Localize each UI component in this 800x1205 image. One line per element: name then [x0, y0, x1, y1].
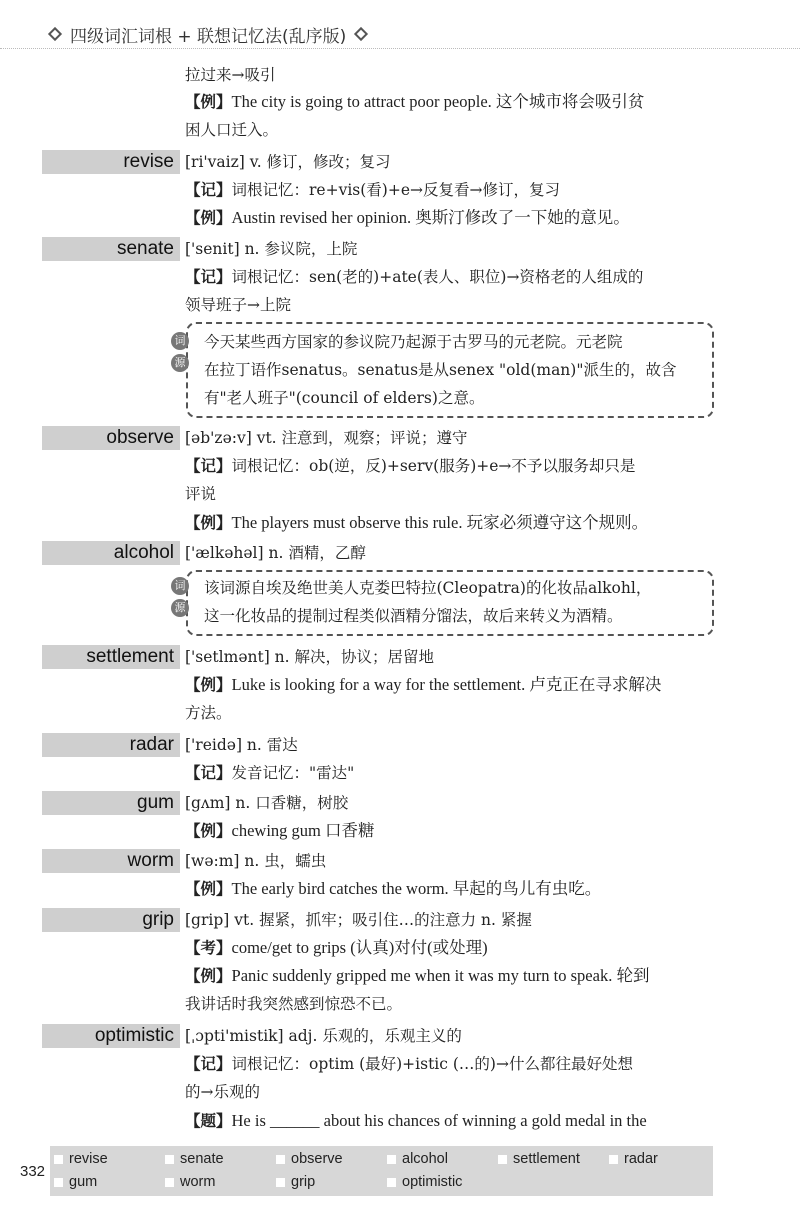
- example-line2: 方法。: [185, 704, 232, 722]
- review-word: settlement: [498, 1151, 602, 1171]
- memory-tip: 【记】词根记忆：re+vis(看)+e→反复看→修订，复习: [185, 181, 560, 199]
- exam-note: 【考】come/get to grips (认真)对付(或处理): [185, 938, 488, 957]
- definition: [əb'zə:v] vt. 注意到，观察；评说；遵守: [185, 429, 468, 447]
- diamond-icon: [354, 27, 368, 41]
- memory-tip-line2: 领导班子→上院: [185, 296, 291, 314]
- headword-band: [42, 849, 180, 873]
- continued-memo: 拉过来→吸引: [185, 66, 276, 84]
- continued-example-line2: 困人口迁入。: [185, 121, 279, 139]
- definition: ['ælkəhəl] n. 酒精，乙醇: [185, 544, 366, 562]
- example: 【例】Luke is looking for a way for the settlement. 卢克正在寻求解决: [185, 675, 662, 694]
- diamond-icon: [48, 27, 62, 41]
- etymology-text: 有"老人班子"(council of elders)之意。: [204, 389, 485, 407]
- example: 【例】Panic suddenly gripped me when it was my turn to speak. 轮到: [185, 966, 650, 985]
- headword-band: [42, 908, 180, 932]
- headword-band: [42, 733, 180, 757]
- headword: worm: [127, 850, 174, 871]
- headword: radar: [129, 734, 174, 755]
- header-rule: [0, 48, 800, 49]
- definition: [wə:m] n. 虫，蠕虫: [185, 852, 327, 870]
- headword-band: [42, 426, 180, 450]
- example: 【例】Austin revised her opinion. 奥斯汀修改了一下她的意见。: [185, 208, 630, 227]
- review-word: grip: [276, 1174, 380, 1194]
- headword: grip: [142, 909, 174, 930]
- review-word: optimistic: [387, 1174, 491, 1194]
- memory-tip: 【记】发音记忆："雷达": [185, 764, 355, 782]
- headword: settlement: [86, 646, 174, 667]
- headword: alcohol: [113, 542, 174, 563]
- example: 【例】The early bird catches the worm. 早起的鸟儿有虫吃。: [185, 879, 602, 898]
- headword: revise: [123, 151, 174, 172]
- headword-band: [42, 150, 180, 174]
- review-word: senate: [165, 1151, 269, 1171]
- running-header: [40, 22, 376, 46]
- review-word: radar: [609, 1151, 713, 1171]
- definition: [ri'vaiz] v. 修订，修改；复习: [185, 153, 391, 171]
- review-word: gum: [54, 1174, 158, 1194]
- memory-tip: 【记】词根记忆：ob(逆，反)+serv(服务)+e→不予以服务却只是: [185, 457, 636, 475]
- memory-tip-line2: 的→乐观的: [185, 1083, 260, 1101]
- definition: [gʌm] n. 口香糖，树胶: [185, 794, 349, 812]
- review-word: revise: [54, 1151, 158, 1171]
- memory-tip: 【记】词根记忆：sen(老的)+ate(表人、职位)→资格老的人组成的: [185, 268, 644, 286]
- definition: [grip] vt. 握紧，抓牢；吸引住…的注意力 n. 紧握: [185, 911, 532, 929]
- review-word: worm: [165, 1174, 269, 1194]
- headword: gum: [137, 792, 174, 813]
- example: 【例】chewing gum 口香糖: [185, 821, 375, 840]
- page-number: 332: [20, 1163, 46, 1180]
- etymology-text: 今天某些西方国家的参议院乃起源于古罗马的元老院。元老院: [204, 333, 623, 351]
- etymology-badge: 词 源: [170, 577, 190, 621]
- headword-band: [42, 237, 180, 261]
- etymology-text: 该词源自埃及绝世美人克娄巴特拉(Cleopatra)的化妆品alkohl，: [204, 579, 652, 597]
- question: 【题】He is ______ about his chances of winning a gold medal in the: [185, 1111, 647, 1130]
- example: 【例】The players must observe this rule. 玩家必须遵守这个规则。: [185, 513, 649, 532]
- review-word: observe: [276, 1151, 380, 1171]
- definition: ['setlmənt] n. 解决，协议；居留地: [185, 648, 435, 666]
- continued-example: 【例】The city is going to attract poor people. 这个城市将会吸引贫: [185, 92, 645, 111]
- example-line2: 我讲话时我突然感到惊恐不已。: [185, 995, 403, 1013]
- review-word-grid: [50, 1146, 713, 1196]
- review-word: alcohol: [387, 1151, 491, 1171]
- etymology-text: 在拉丁语作senatus。senatus是从senex "old(man)"派生的，故含: [204, 361, 677, 379]
- headword-band: [42, 645, 180, 669]
- etymology-text: 这一化妆品的提制过程类似酒精分馏法，故后来转义为酒精。: [204, 607, 623, 625]
- headword: senate: [116, 238, 174, 259]
- headword-band: [42, 791, 180, 815]
- memory-tip-line2: 评说: [185, 485, 217, 503]
- headword: observe: [106, 427, 174, 448]
- headword-band: [42, 1024, 180, 1048]
- memory-tip: 【记】词根记忆：optim (最好)+istic (…的)→什么都往最好处想: [185, 1055, 633, 1073]
- definition: ['senit] n. 参议院，上院: [185, 240, 358, 258]
- header-title: 四级词汇词根 + 联想记忆法(乱序版): [70, 26, 347, 47]
- definition: [ˌɔpti'mistik] adj. 乐观的，乐观主义的: [185, 1027, 462, 1045]
- headword-band: [42, 541, 180, 565]
- definition: ['reidə] n. 雷达: [185, 736, 298, 754]
- headword: optimistic: [94, 1025, 174, 1046]
- etymology-badge: 词 源: [170, 332, 190, 376]
